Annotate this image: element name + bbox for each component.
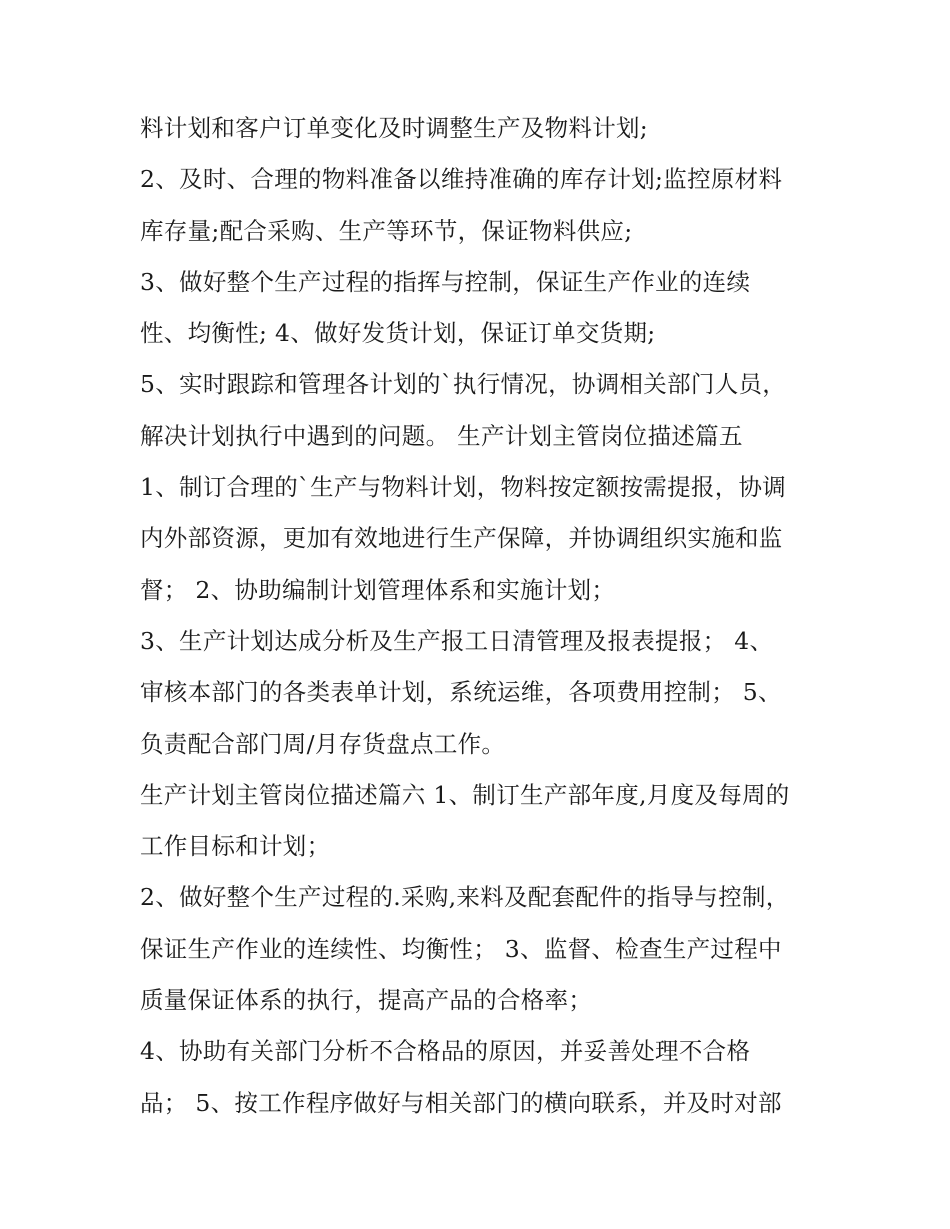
text-line: 质量保证体系的执行，提高产品的合格率； — [140, 986, 593, 1015]
text-line: 督； 2、协助编制计划管理体系和实施计划； — [140, 575, 616, 604]
text-line: 性、均衡性; 4、做好发货计划，保证订单交货期; — [140, 319, 656, 348]
text-line: 生产计划主管岗位描述篇六 1、制订生产部年度,月度及每周的 — [140, 780, 790, 809]
text-line: 品； 5、按工作程序做好与相关部门的横向联系，并及时对部 — [140, 1088, 782, 1117]
text-line: 2、做好整个生产过程的.采购,来料及配套配件的指导与控制， — [140, 883, 790, 912]
text-line: 工作目标和计划； — [140, 832, 331, 861]
text-line: 负责配合部门周/月存货盘点工作。 — [140, 729, 506, 758]
text-line: 审核本部门的各类表单计划，系统运维，各项费用控制； 5、 — [140, 678, 782, 707]
text-line: 内外部资源，更加有效地进行生产保障，并协调组织实施和监 — [140, 524, 783, 553]
text-line: 3、做好整个生产过程的指挥与控制，保证生产作业的连续 — [140, 267, 751, 296]
text-line: 4、协助有关部门分析不合格品的原因，并妥善处理不合格 — [140, 1037, 751, 1066]
text-line: 5、实时跟踪和管理各计划的`执行情况，协调相关部门人员， — [140, 370, 787, 399]
text-line: 解决计划执行中遇到的问题。 生产计划主管岗位描述篇五 — [140, 421, 743, 450]
text-line: 库存量;配合采购、生产等环节，保证物料供应; — [140, 216, 633, 245]
text-line: 保证生产作业的连续性、均衡性； 3、监督、检查生产过程中 — [140, 934, 782, 963]
text-line: 料计划和客户订单变化及时调整生产及物料计划; — [140, 114, 649, 142]
text-line: 1、制订合理的`生产与物料计划，物料按定额按需提报，协调 — [140, 473, 787, 502]
text-line: 3、生产计划达成分析及生产报工日清管理及报表提报； 4、 — [140, 626, 774, 655]
text-line: 2、及时、合理的物料准备以维持准确的库存计划;监控原材料 — [140, 165, 783, 194]
document-body — [140, 103, 840, 1129]
